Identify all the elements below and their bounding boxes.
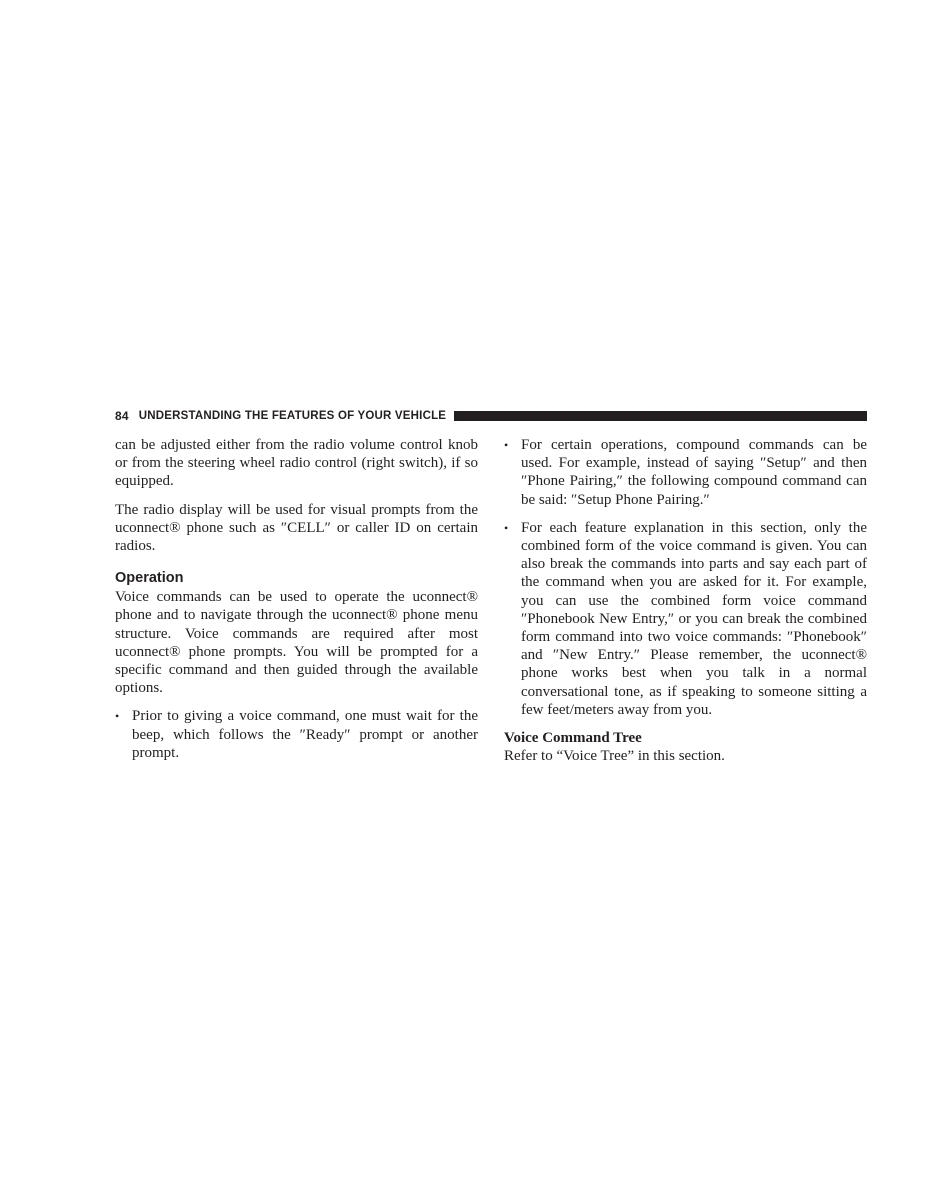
list-item (115, 707, 478, 762)
bullet-icon: • (115, 709, 120, 724)
bullet-text: For certain operations, compound commands can be used. For example, instead of saying ″Setup″ and then ″Phone Pairing,″ the following compound command can be said: ″Setup Phone Pairing.″ (521, 437, 867, 508)
paragraph-volume-control: can be adjusted either from the radio volume control knob or from the steering wheel radio control (right switch), if so equipped. (115, 437, 478, 490)
bullet-icon: • (504, 438, 509, 452)
header-rule-bar (454, 411, 867, 421)
paragraph-radio-display: The radio display will be used for visual prompts from the uconnect® phone such as ″CELL″ or caller ID on certain radios. (115, 501, 478, 555)
bullet-text: For each feature explanation in this section, only the combined form of the voice command is given. You can also break the commands into parts and say each part of the command when you are asked for it. For example, you can use the combined form voice command ″Phonebook New Entry,″ or you can break the combined form command into two voice commands: ″Phonebook″ and ″New Entry.″ Please remember, the uconnect® phone works best when you talk in a normal conversational tone, as if speaking to someone sitting a few feet/meters away from you. (521, 519, 867, 718)
left-bullet-list (115, 707, 478, 762)
bullet-text: Prior to giving a voice command, one must wait for the beep, which follows the ″Ready″ prompt or another prompt. (132, 708, 478, 761)
page-header (115, 408, 867, 424)
heading-operation: Operation (115, 570, 184, 587)
page-number: 84 (115, 409, 129, 423)
paragraph-voice-tree-reference: Refer to “Voice Tree” in this section. (504, 748, 725, 765)
bullet-icon: • (504, 520, 509, 535)
left-column (115, 436, 478, 772)
right-bullet-list (504, 436, 867, 719)
paragraph-operation: Voice commands can be used to operate the uconnect® phone and to navigate through the uconnect® phone menu structure. Voice commands are required after most uconnect® phone prompts. You will be prompted for a specific command and then guided through the available options. (115, 589, 478, 697)
heading-voice-command-tree: Voice Command Tree (504, 730, 642, 747)
running-title: UNDERSTANDING THE FEATURES OF YOUR VEHICLE (138, 410, 447, 422)
list-item (504, 436, 867, 509)
right-column (504, 436, 867, 775)
list-item (504, 519, 867, 719)
